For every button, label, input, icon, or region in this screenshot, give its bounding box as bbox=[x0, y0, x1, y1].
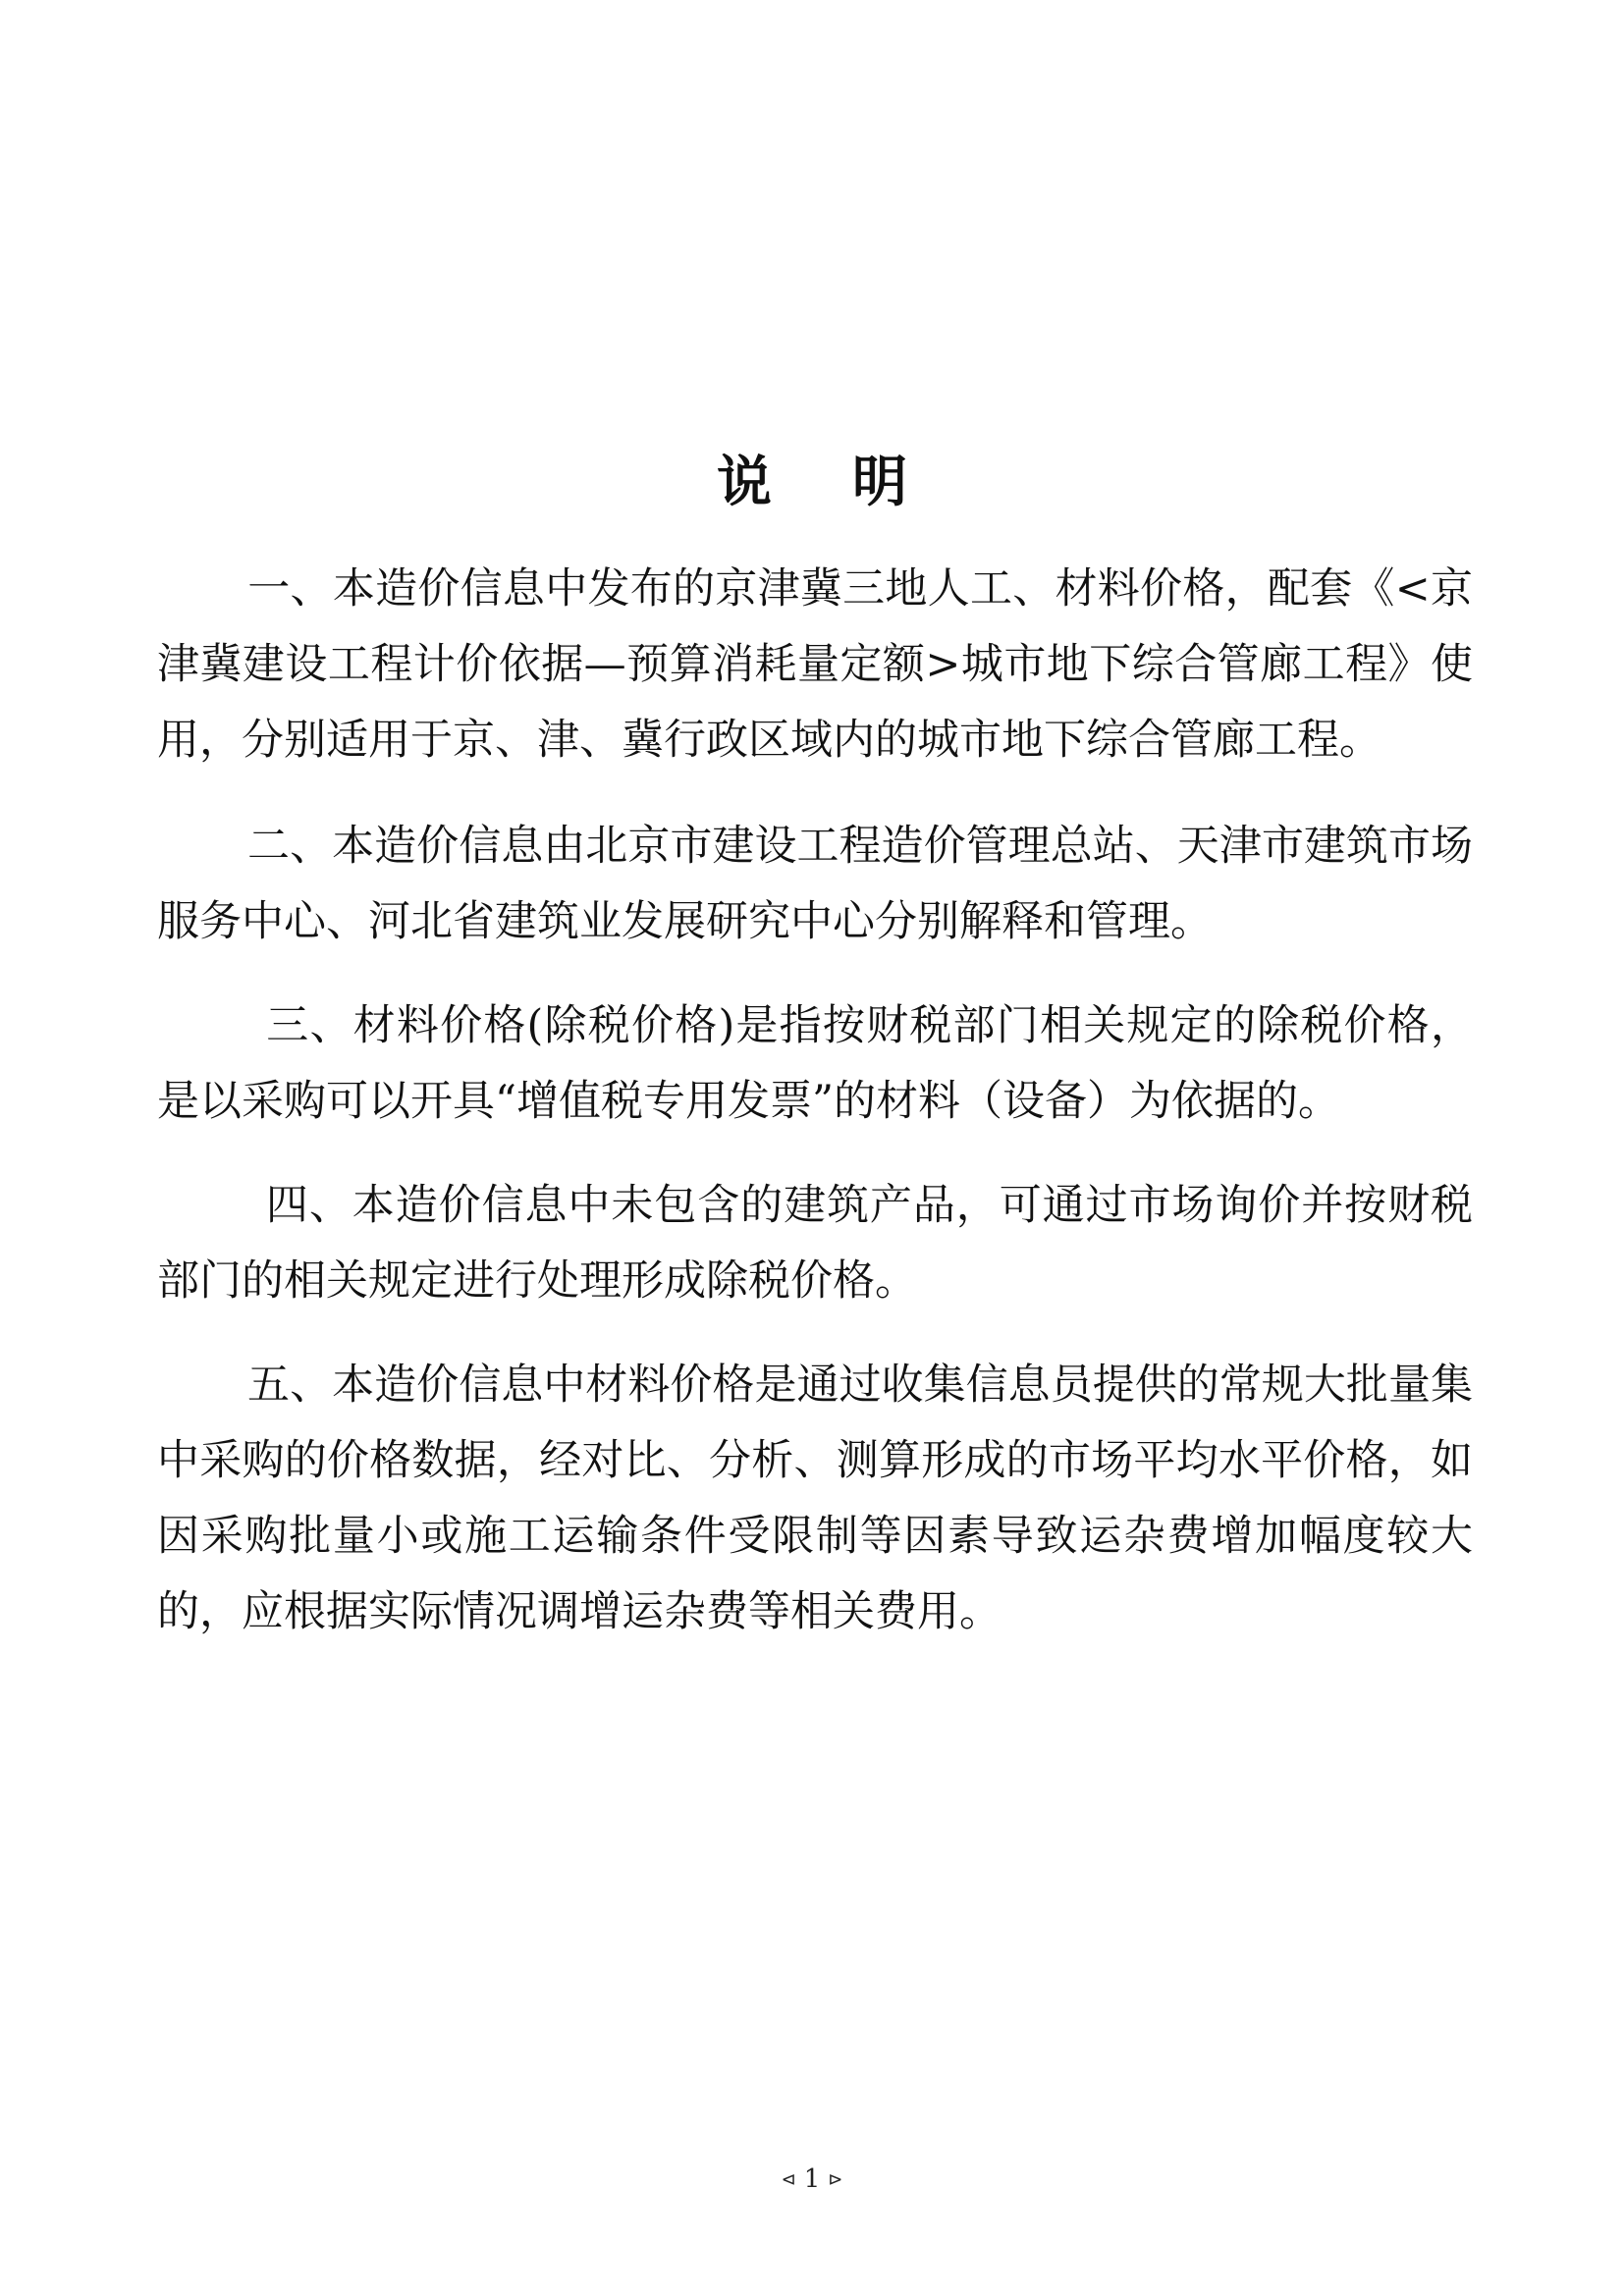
paragraph-3-text: 三、材料价格(除税价格)是指按财税部门相关规定的除税价格，是以采购可以开具“增值税专用发票”的材料（设备）为依据的。 bbox=[157, 1001, 1473, 1126]
paragraph-2-text: 二、本造价信息由北京市建设工程造价管理总站、天津市建筑市场服务中心、河北省建筑业发展研究中心分别解释和管理。 bbox=[157, 822, 1473, 946]
paragraph-4-text: 四、本造价信息中未包含的建筑产品，可通过市场询价并按财税部门的相关规定进行处理形成除税价格。 bbox=[157, 1181, 1473, 1306]
paragraph-2 bbox=[157, 809, 1473, 960]
paragraph-1-text: 一、本造价信息中发布的京津冀三地人工、材料价格，配套《<京津冀建设工程计价依据—预算消耗量定额>城市地下综合管廊工程》使用，分别适用于京、津、冀行政区域内的城市地下综合管廊工程。 bbox=[157, 564, 1473, 765]
page-footer bbox=[0, 2160, 1624, 2200]
paragraph-4 bbox=[157, 1168, 1473, 1319]
paragraph-5-text: 五、本造价信息中材料价格是通过收集信息员提供的常规大批量集中采购的价格数据，经对比、分析、测算形成的市场平均水平价格，如因采购批量小或施工运输条件受限制等因素导致运杂费增加幅度较大的，应根据实际情况调增运杂费等相关费用。 bbox=[157, 1361, 1473, 1636]
paragraph-1 bbox=[157, 552, 1473, 778]
paragraph-5 bbox=[157, 1348, 1473, 1650]
page-mark-left-icon: ⊲ bbox=[781, 2169, 796, 2190]
page-title: 说明 bbox=[717, 451, 988, 514]
paragraph-3 bbox=[157, 988, 1473, 1140]
page-number: 1 bbox=[803, 2164, 821, 2194]
page-mark-right-icon: ⊳ bbox=[828, 2169, 843, 2190]
